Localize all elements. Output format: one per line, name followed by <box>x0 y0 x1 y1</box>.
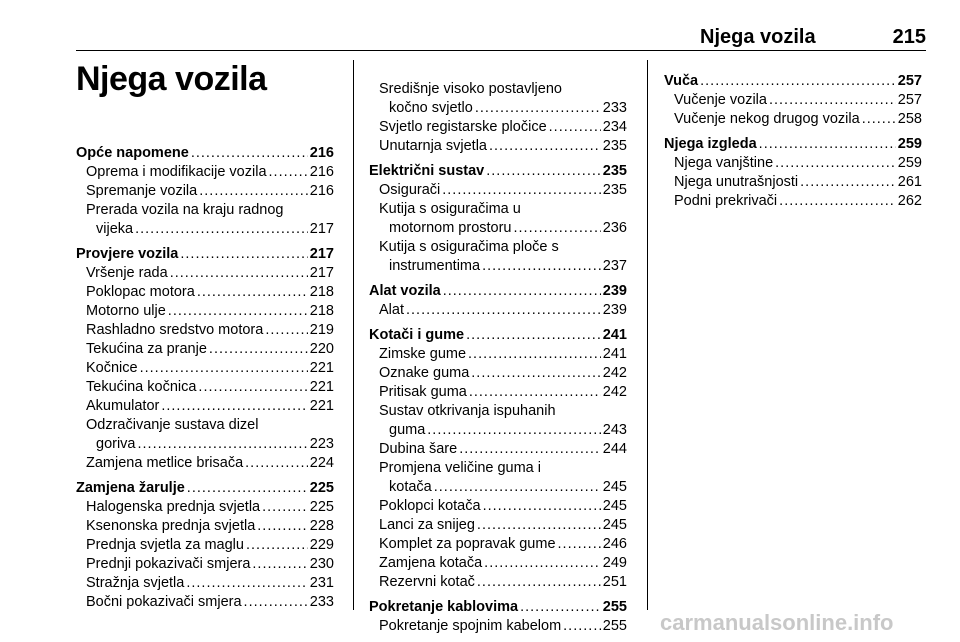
toc-subsection-entry[interactable] <box>76 517 334 536</box>
toc-subsection-entry[interactable] <box>369 535 627 554</box>
toc-entry-text: Spremanje vozila <box>86 183 198 199</box>
dot-leader <box>198 378 307 397</box>
toc-entry-text: Podni prekrivači <box>674 193 778 209</box>
toc-entry-text: Zamjena metlice brisača <box>86 455 244 471</box>
toc-entry-text-line1: Središnje visoko postavljeno <box>379 81 562 97</box>
toc-entry-text-line1: Promjena veličine guma i <box>379 460 541 476</box>
toc-page-number: 243 <box>602 422 627 438</box>
toc-subsection-entry[interactable] <box>664 91 922 110</box>
toc-page-number: 245 <box>602 498 627 514</box>
toc-subsection-entry[interactable] <box>76 397 334 416</box>
toc-subsection-entry[interactable] <box>76 536 334 555</box>
toc-entry-text: Stražnja svjetla <box>86 575 185 591</box>
toc-section-entry[interactable] <box>664 72 922 91</box>
toc-subsection-entry[interactable] <box>76 201 334 239</box>
toc-entry-text: Prednji pokazivači smjera <box>86 556 251 572</box>
dot-leader <box>759 135 896 154</box>
toc-entry-text: guma <box>389 422 426 438</box>
dot-leader <box>800 173 896 192</box>
dot-leader <box>262 498 308 517</box>
toc-subsection-entry[interactable] <box>76 416 334 454</box>
toc-entry-text: Svjetlo registarske pločice <box>379 119 547 135</box>
toc-subsection-entry[interactable] <box>369 573 627 592</box>
toc-entry-text: Njega unutrašnjosti <box>674 174 799 190</box>
toc-column-1 <box>76 144 334 612</box>
toc-page-number: 218 <box>309 303 334 319</box>
toc-page-number: 231 <box>309 575 334 591</box>
toc-section-entry[interactable] <box>664 135 922 154</box>
toc-page-number: 233 <box>602 100 627 116</box>
dot-leader <box>140 359 308 378</box>
dot-leader <box>779 192 896 211</box>
dot-leader <box>406 301 601 320</box>
toc-entry-text: Dubina šare <box>379 441 458 457</box>
toc-subsection-entry[interactable] <box>76 593 334 612</box>
toc-subsection-entry[interactable] <box>369 181 627 200</box>
dot-leader <box>443 282 601 301</box>
dot-leader <box>244 593 308 612</box>
dot-leader <box>180 245 307 264</box>
toc-page-number: 216 <box>309 164 334 180</box>
toc-page-number: 216 <box>309 183 334 199</box>
toc-section-entry[interactable] <box>369 162 627 181</box>
column-divider-1 <box>353 60 354 610</box>
dot-leader <box>775 154 896 173</box>
toc-entry-text: Opće napomene <box>76 145 189 161</box>
toc-section-entry[interactable] <box>369 598 627 617</box>
toc-page-number: 233 <box>309 594 334 610</box>
dot-leader <box>484 554 601 573</box>
toc-page-number: 235 <box>602 182 627 198</box>
toc-subsection-entry[interactable] <box>76 264 334 283</box>
toc-subsection-entry[interactable] <box>76 574 334 593</box>
toc-column-3 <box>664 72 922 211</box>
toc-page-number: 221 <box>309 379 334 395</box>
toc-subsection-entry[interactable] <box>664 173 922 192</box>
dot-leader <box>862 110 896 129</box>
toc-subsection-entry[interactable] <box>76 454 334 473</box>
toc-subsection-entry[interactable] <box>369 617 627 636</box>
toc-subsection-entry[interactable] <box>369 516 627 535</box>
toc-entry-text: Ksenonska prednja svjetla <box>86 518 256 534</box>
dot-leader <box>482 257 601 276</box>
toc-entry-text: Provjere vozila <box>76 246 179 262</box>
toc-subsection-entry[interactable] <box>369 497 627 516</box>
toc-subsection-entry[interactable] <box>664 192 922 211</box>
dot-leader <box>477 516 601 535</box>
toc-entry-text: motornom prostoru <box>389 220 512 236</box>
toc-page-number: 217 <box>309 246 334 262</box>
dot-leader <box>514 219 601 238</box>
page-header-title: Njega vozila <box>700 26 816 48</box>
toc-subsection-entry[interactable] <box>76 182 334 201</box>
toc-subsection-entry[interactable] <box>76 378 334 397</box>
toc-page-number: 245 <box>602 517 627 533</box>
toc-subsection-entry[interactable] <box>369 137 627 156</box>
dot-leader <box>468 345 601 364</box>
toc-page-number: 216 <box>309 145 334 161</box>
dot-leader <box>486 162 601 181</box>
toc-page-number: 234 <box>602 119 627 135</box>
toc-entry-text: Komplet za popravak gume <box>379 536 556 552</box>
toc-page-number: 224 <box>309 455 334 471</box>
toc-page-number: 218 <box>309 284 334 300</box>
dot-leader <box>489 137 601 156</box>
toc-subsection-entry[interactable] <box>369 440 627 459</box>
toc-page-number: 219 <box>309 322 334 338</box>
toc-page-number: 229 <box>309 537 334 553</box>
dot-leader <box>170 264 308 283</box>
toc-page-number: 257 <box>897 92 922 108</box>
toc-page-number: 241 <box>602 327 627 343</box>
toc-page-number: 221 <box>309 398 334 414</box>
dot-leader <box>558 535 601 554</box>
dot-leader <box>563 617 601 636</box>
toc-entry-text: Rezervni kotač <box>379 574 475 590</box>
dot-leader <box>769 91 896 110</box>
toc-entry-text: Električni sustav <box>369 163 485 179</box>
dot-leader <box>187 479 308 498</box>
toc-entry-text: Kočnice <box>86 360 138 376</box>
toc-page-number: 236 <box>602 220 627 236</box>
toc-entry-text: Zimske gume <box>379 346 467 362</box>
toc-entry-text: Bočni pokazivači smjera <box>86 594 242 610</box>
toc-entry-text: Vučenje nekog drugog vozila <box>674 111 860 127</box>
toc-page-number: 255 <box>602 618 627 634</box>
toc-entry-text: Pritisak guma <box>379 384 467 400</box>
toc-page-number: 262 <box>897 193 922 209</box>
dot-leader <box>168 302 308 321</box>
toc-page-number: 245 <box>602 479 627 495</box>
dot-leader <box>459 440 601 459</box>
toc-subsection-entry[interactable] <box>76 321 334 340</box>
toc-page-number: 235 <box>602 138 627 154</box>
toc-entry-text-line1: Prerada vozila na kraju radnog <box>86 202 284 218</box>
toc-page-number: 239 <box>602 302 627 318</box>
dot-leader <box>520 598 601 617</box>
dot-leader <box>471 364 601 383</box>
toc-page-number: 217 <box>309 221 334 237</box>
toc-page-number: 241 <box>602 346 627 362</box>
toc-entry-text: Zamjena kotača <box>379 555 483 571</box>
dot-leader <box>246 536 308 555</box>
toc-entry-text: Njega izgleda <box>664 136 757 152</box>
dot-leader <box>265 321 307 340</box>
toc-page-number: 251 <box>602 574 627 590</box>
toc-page-number: 249 <box>602 555 627 571</box>
toc-page-number: 225 <box>309 499 334 515</box>
toc-subsection-entry[interactable] <box>369 554 627 573</box>
toc-section-entry[interactable] <box>76 245 334 264</box>
toc-entry-text: Poklopci kotača <box>379 498 481 514</box>
dot-leader <box>199 182 308 201</box>
toc-section-entry[interactable] <box>369 282 627 301</box>
dot-leader <box>161 397 307 416</box>
toc-subsection-entry[interactable] <box>76 283 334 302</box>
toc-subsection-entry[interactable] <box>369 459 627 497</box>
toc-subsection-entry[interactable] <box>76 555 334 574</box>
dot-leader <box>252 555 307 574</box>
header-rule <box>76 50 926 51</box>
toc-entry-text: Rashladno sredstvo motora <box>86 322 264 338</box>
dot-leader <box>466 326 601 345</box>
toc-entry-text: Poklopac motora <box>86 284 195 300</box>
dot-leader <box>197 283 308 302</box>
toc-entry-text: Vuča <box>664 73 699 89</box>
toc-subsection-entry[interactable] <box>369 238 627 276</box>
toc-subsection-entry[interactable] <box>369 364 627 383</box>
toc-subsection-entry[interactable] <box>76 498 334 517</box>
toc-subsection-entry[interactable] <box>76 163 334 182</box>
dot-leader <box>191 144 308 163</box>
toc-page-number: 220 <box>309 341 334 357</box>
toc-entry-text: Vršenje rada <box>86 265 168 281</box>
dot-leader <box>477 573 601 592</box>
toc-subsection-entry[interactable] <box>369 80 627 118</box>
toc-subsection-entry[interactable] <box>369 118 627 137</box>
toc-entry-text-line1: Sustav otkrivanja ispuhanih <box>379 403 556 419</box>
toc-entry-text-line1: Kutija s osiguračima ploče s <box>379 239 559 255</box>
page-number: 215 <box>892 26 926 48</box>
toc-page-number: 239 <box>602 283 627 299</box>
toc-entry-text: Vučenje vozila <box>674 92 767 108</box>
toc-page-number: 259 <box>897 155 922 171</box>
toc-entry-text: Alat <box>379 302 404 318</box>
toc-entry-text: Akumulator <box>86 398 160 414</box>
toc-entry-text: Tekućina za pranje <box>86 341 207 357</box>
toc-entry-text: goriva <box>96 436 136 452</box>
toc-entry-text: vijeka <box>96 221 134 237</box>
toc-page-number: 255 <box>602 599 627 615</box>
toc-page-number: 235 <box>602 163 627 179</box>
toc-page-number: 257 <box>897 73 922 89</box>
toc-section-entry[interactable] <box>369 326 627 345</box>
toc-entry-text: Zamjena žarulje <box>76 480 185 496</box>
toc-entry-text-line1: Kutija s osiguračima u <box>379 201 521 217</box>
dot-leader <box>549 118 601 137</box>
toc-subsection-entry[interactable] <box>369 383 627 402</box>
dot-leader <box>483 497 601 516</box>
toc-entry-text: kočno svjetlo <box>389 100 473 116</box>
toc-page-number: 242 <box>602 384 627 400</box>
dot-leader <box>186 574 307 593</box>
toc-page-number: 223 <box>309 436 334 452</box>
dot-leader <box>442 181 601 200</box>
toc-entry-text-line1: Odzračivanje sustava dizel <box>86 417 259 433</box>
dot-leader <box>700 72 896 91</box>
dot-leader <box>257 517 308 536</box>
toc-page-number: 246 <box>602 536 627 552</box>
toc-page-number: 230 <box>309 556 334 572</box>
dot-leader <box>475 99 601 118</box>
toc-subsection-entry[interactable] <box>664 110 922 129</box>
toc-section-entry[interactable] <box>76 144 334 163</box>
toc-entry-text: Oprema i modifikacije vozila <box>86 164 267 180</box>
toc-entry-text: instrumentima <box>389 258 481 274</box>
toc-page-number: 228 <box>309 518 334 534</box>
toc-section-entry[interactable] <box>76 479 334 498</box>
toc-page-number: 261 <box>897 174 922 190</box>
toc-page-number: 225 <box>309 480 334 496</box>
toc-subsection-entry[interactable] <box>369 301 627 320</box>
toc-subsection-entry[interactable] <box>369 402 627 440</box>
toc-subsection-entry[interactable] <box>76 302 334 321</box>
toc-subsection-entry[interactable] <box>369 345 627 364</box>
toc-entry-text: Unutarnja svjetla <box>379 138 487 154</box>
toc-entry-text: Osigurači <box>379 182 441 198</box>
dot-leader <box>135 220 308 239</box>
toc-subsection-entry[interactable] <box>664 154 922 173</box>
toc-entry-text: Njega vanjštine <box>674 155 774 171</box>
toc-entry-text: Kotači i gume <box>369 327 465 343</box>
toc-entry-text: Tekućina kočnica <box>86 379 197 395</box>
toc-subsection-entry[interactable] <box>76 340 334 359</box>
toc-page-number: 244 <box>602 441 627 457</box>
toc-subsection-entry[interactable] <box>369 200 627 238</box>
column-divider-2 <box>647 60 648 610</box>
toc-entry-text: Halogenska prednja svjetla <box>86 499 261 515</box>
toc-entry-text: Motorno ulje <box>86 303 166 319</box>
dot-leader <box>469 383 601 402</box>
toc-entry-text: Oznake guma <box>379 365 470 381</box>
toc-page-number: 217 <box>309 265 334 281</box>
dot-leader <box>269 163 308 182</box>
toc-entry-text: Pokretanje kablovima <box>369 599 519 615</box>
toc-entry-text: Pokretanje spojnim kabelom <box>379 618 562 634</box>
toc-page-number: 258 <box>897 111 922 127</box>
toc-page-number: 242 <box>602 365 627 381</box>
dot-leader <box>209 340 308 359</box>
chapter-title: Njega vozila <box>76 60 267 98</box>
toc-page-number: 237 <box>602 258 627 274</box>
toc-page-number: 221 <box>309 360 334 376</box>
toc-entry-text: kotača <box>389 479 432 495</box>
toc-entry-text: Lanci za snijeg <box>379 517 475 533</box>
toc-column-2 <box>369 80 627 636</box>
dot-leader <box>245 454 308 473</box>
dot-leader <box>427 421 601 440</box>
toc-subsection-entry[interactable] <box>76 359 334 378</box>
dot-leader <box>434 478 601 497</box>
toc-entry-text: Prednja svjetla za maglu <box>86 537 244 553</box>
toc-page-number: 259 <box>897 136 922 152</box>
toc-entry-text: Alat vozila <box>369 283 441 299</box>
watermark: carmanualsonline.info <box>660 610 894 635</box>
dot-leader <box>138 435 308 454</box>
